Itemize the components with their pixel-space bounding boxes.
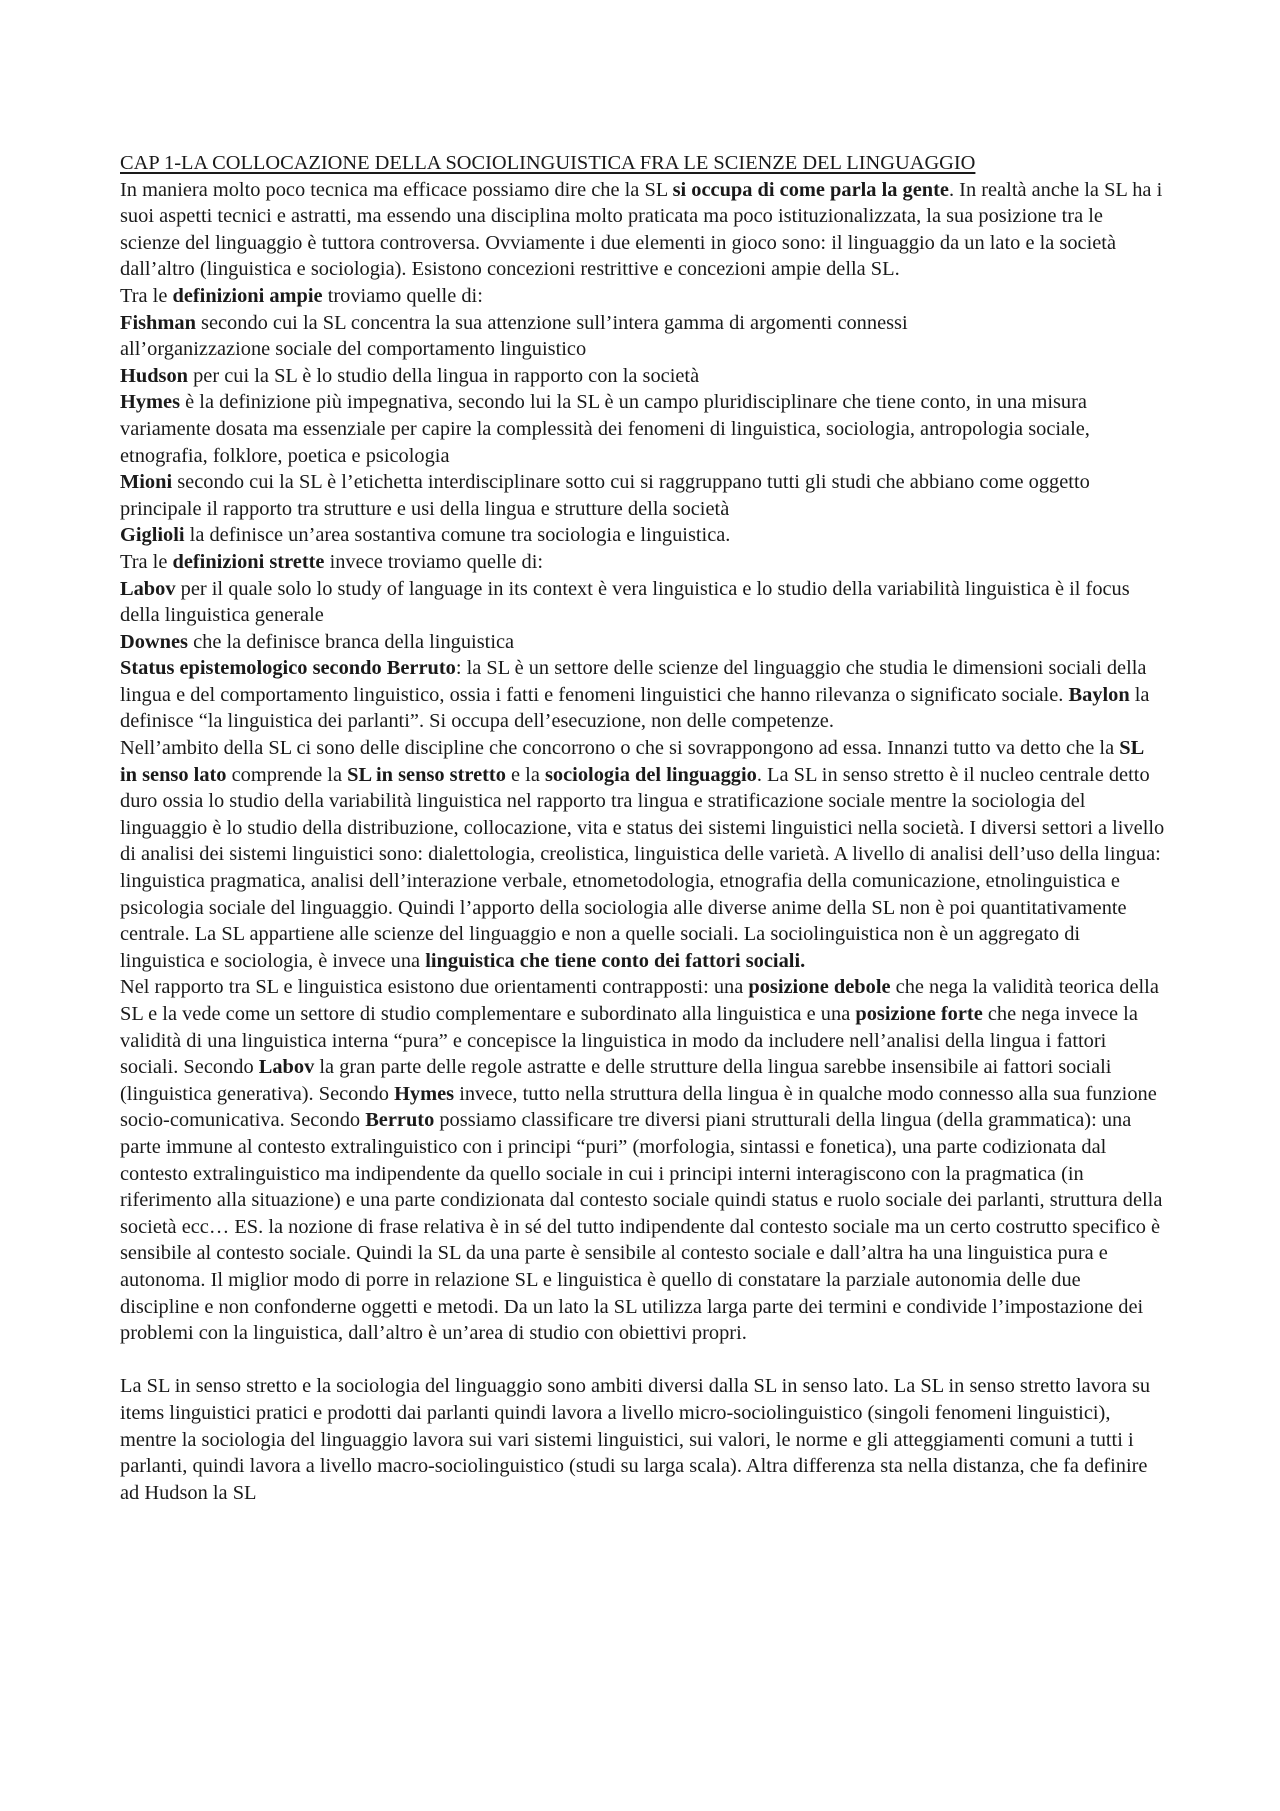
paragraph xyxy=(120,310,1165,363)
text-run: . La SL in senso stretto è il nucleo centrale detto duro ossia lo studio della variabilità linguistica nel rapporto tra lingua e stratificazione sociale mentre la sociologia del linguaggio è lo studio della distribuzione, collocazione, vita e status dei sistemi linguistici nella società. I diversi settori a livello di analisi dei sistemi linguistici sono: dialettologia, creolistica, linguistica delle varietà. A livello di analisi dell’uso della lingua: linguistica pragmatica, analisi dell’interazione verbale, etnometodologia, etnografia della comunicazione, etnolinguistica e psicologia sociale del linguaggio. Quindi l’apporto della sociologia alle diverse anime della SL non è poi quantitativamente centrale. La SL appartiene alle scienze del linguaggio e non a quelle sociali. La sociolinguistica non è un aggregato di linguistica e sociologia, è invece una xyxy=(120,763,1165,972)
bold-text: si occupa di come parla la gente xyxy=(672,178,949,201)
bold-text: definizioni strette xyxy=(172,550,325,573)
text-run: per cui la SL è lo studio della lingua in rapporto con la società xyxy=(188,364,700,387)
bold-text: Hymes xyxy=(120,391,181,414)
text-run: Nell’ambito della SL ci sono delle discipline che concorrono o che si sovrappongono ad essa. Innanzi tutto va detto che la xyxy=(120,737,1120,760)
document-page xyxy=(120,150,1165,1506)
bold-text: Baylon xyxy=(1068,683,1130,706)
bold-text: Status epistemologico secondo Berruto xyxy=(120,657,456,680)
text-run: In maniera molto poco tecnica ma efficace possiamo dire che la SL xyxy=(120,178,673,201)
paragraph xyxy=(120,655,1165,735)
bold-text: SL in senso lato xyxy=(120,737,1144,786)
chapter-title: CAP 1-LA COLLOCAZIONE DELLA SOCIOLINGUISTICA FRA LE SCIENZE DEL LINGUAGGIO xyxy=(120,152,976,174)
bold-text: Giglioli xyxy=(120,524,185,547)
bold-text: Labov xyxy=(120,577,176,600)
paragraph xyxy=(120,576,1165,629)
bold-text: Fishman xyxy=(120,311,196,334)
bold-text: Berruto xyxy=(365,1109,435,1132)
bold-text: Hudson xyxy=(120,364,189,387)
text-run: comprende la xyxy=(226,763,348,786)
bold-text: posizione forte xyxy=(855,1003,983,1025)
bold-text: linguistica che tiene conto dei fattori sociali. xyxy=(425,949,806,972)
text-run: per il quale solo lo study of language in its context è vera linguistica e lo studio della variabilità linguistica è il focus della linguistica generale xyxy=(120,577,1130,627)
text-run: la gran parte delle regole astratte e delle strutture della lingua sarebbe insensibile ai fattori sociali (linguistica generativa). Secondo xyxy=(120,1056,1112,1105)
text-run: che la definisce branca della linguistica xyxy=(187,630,515,653)
text-run: è la definizione più impegnativa, secondo lui la SL è un campo pluridisciplinare che tiene conto, in una misura variamente dosata ma essenziale per capire la complessità dei fenomeni di linguistica, sociologia, antropologia sociale, etnografia, folklore, poetica e psicologia xyxy=(120,391,1090,467)
paragraph xyxy=(120,283,1165,310)
paragraph xyxy=(120,389,1165,469)
bold-text: Mioni xyxy=(120,471,173,494)
text-run: Tra le xyxy=(120,284,173,307)
text-run: la definisce “la linguistica dei parlanti”. Si occupa dell’esecuzione, non delle competenze. xyxy=(120,683,1150,733)
text-run: troviamo quelle di: xyxy=(322,284,483,307)
document-body xyxy=(120,177,1165,1507)
bold-text: sociologia del linguaggio xyxy=(544,763,757,786)
bold-text: definizioni ampie xyxy=(172,284,323,307)
bold-text: Hymes xyxy=(394,1082,455,1105)
text-run: : la SL è un settore delle scienze del linguaggio che studia le dimensioni sociali della lingua e del comportamento linguistico, ossia i fatti e fenomeni linguistici che hanno rilevanza o significato sociale. xyxy=(120,657,1147,706)
text-run: secondo cui la SL è l’etichetta interdisciplinare sotto cui si raggruppano tutti gli studi che abbiano come oggetto principale il rapporto tra strutture e usi della lingua e strutture della società xyxy=(120,471,1090,520)
paragraph-gap xyxy=(120,1347,1165,1374)
text-run: possiamo classificare tre diversi piani strutturali della lingua (della grammatica): una parte immune al contesto extralinguistico con i principi “puri” (morfologia, sintassi e fonetica), una parte codizionata dal contesto extralinguistico ma indipendente da quello sociale in cui i principi interni interagiscono con la pragmatica (in riferimento alla situazione) e una parte condizionata dal contesto sociale quindi status e ruolo sociale dei parlanti, struttura della società ecc… ES. la nozione di frase relativa è in sé del tutto indipendente dal contesto sociale ma un certo costrutto specifico è sensibile al contesto sociale. Quindi la SL da una parte è sensibile al contesto sociale e dall’altra ha una linguistica pura e autonoma. Il miglior modo di porre in relazione SL e linguistica è quello di constatare la parziale autonomia delle due discipline e non confonderne oggetti e metodi. Da un lato la SL utilizza larga parte dei termini e condivide l’impostazione dei problemi con la linguistica, dall’altro è un’area di studio con obiettivi propri. xyxy=(120,1109,1163,1345)
text-run: invece troviamo quelle di: xyxy=(324,550,544,573)
text-run: all’organizzazione sociale del comportamento linguistico xyxy=(120,338,587,361)
text-run: che nega invece la validità di una linguistica interna “pura” e concepisce la linguistica in modo da includere nell’analisi della lingua i fattori sociali. Secondo xyxy=(120,1003,1138,1079)
text-run: la definisce un’area sostantiva comune tra sociologia e linguistica. xyxy=(184,524,731,547)
paragraph xyxy=(120,469,1165,522)
bold-text: Labov xyxy=(258,1056,315,1079)
paragraph xyxy=(120,549,1165,576)
text-run: . In realtà anche la SL ha i suoi aspetti tecnici e astratti, ma essendo una disciplina molto praticata ma poco istituzionalizzata, la sua posizione tra le scienze del linguaggio è tuttora controversa. Ovviamente i due elementi in gioco sono: il linguaggio da un lato e la società dall’altro (linguistica e sociologia). Esistono concezioni restrittive e concezioni ampie della SL. xyxy=(120,178,1163,281)
paragraph xyxy=(120,363,1165,390)
text-run: secondo cui la SL concentra la sua attenzione sull’intera gamma di argomenti connessi xyxy=(195,311,908,334)
bold-text: Downes xyxy=(120,630,188,653)
paragraph xyxy=(120,974,1165,1346)
text-run: La SL in senso stretto e la sociologia del linguaggio sono ambiti diversi dalla SL in senso lato. La SL in senso stretto lavora su items linguistici pratici e prodotti dai parlanti quindi lavora a livello micro-sociolinguistico (singoli fenomeni linguistici), mentre la sociologia del linguaggio lavora sui vari sistemi linguistici, sui valori, le norme e gli atteggiamenti comuni a tutti i parlanti, quindi lavora a livello macro-sociolinguistico (studi su larga scala). Altra differenza sta nella distanza, che fa definire ad Hudson la SL xyxy=(120,1375,1151,1504)
paragraph xyxy=(120,629,1165,656)
bold-text: posizione debole xyxy=(748,976,891,999)
text-run: e la xyxy=(505,763,545,786)
paragraph xyxy=(120,735,1165,974)
text-run: invece, tutto nella struttura della lingua è in qualche modo connesso alla sua funzione socio-comunicativa. Secondo xyxy=(120,1082,1157,1132)
text-run: Tra le xyxy=(120,550,173,573)
paragraph xyxy=(120,1373,1165,1506)
text-run: Nel rapporto tra SL e linguistica esistono due orientamenti contrapposti: una xyxy=(120,976,749,999)
bold-text: SL in senso stretto xyxy=(347,763,506,786)
paragraph xyxy=(120,522,1165,549)
text-run: che nega la validità teorica della SL e la vede come un settore di studio complementare e subordinato alla linguistica e una xyxy=(120,976,1159,1025)
paragraph xyxy=(120,177,1165,283)
